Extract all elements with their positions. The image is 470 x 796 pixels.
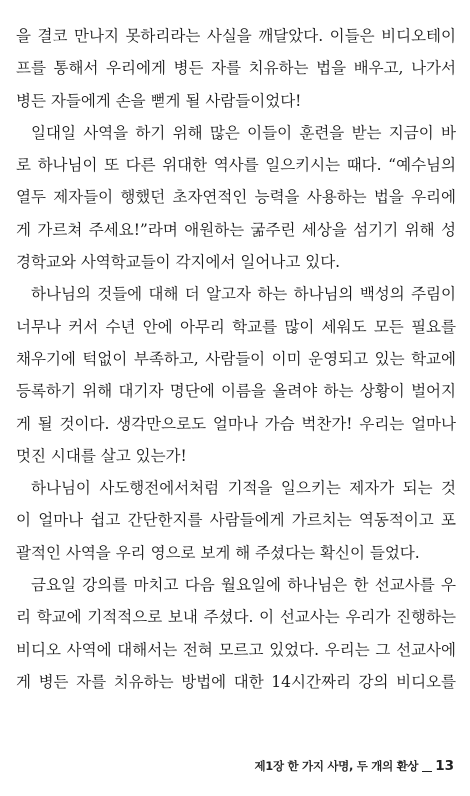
text-line: 채우기에 턱없이 부족하고, 사람들이 이미 운영되고 있는 학교에 bbox=[16, 349, 456, 368]
text-line: 로 하나님이 또 다른 위대한 역사를 일으키시는 때다. “예수님의 bbox=[16, 156, 456, 175]
text-line: 등록하기 위해 대기자 명단에 이름을 올려야 하는 상황이 벌어지 bbox=[16, 382, 456, 401]
text-line: 게 될 것이다. 생각만으로도 얼마나 가슴 벅찬가! 우리는 얼마나 bbox=[16, 414, 456, 433]
text-line: 일대일 사역을 하기 위해 많은 이들이 훈련을 받는 지금이 바 bbox=[31, 123, 456, 142]
text-line: 비디오 사역에 대해서는 전혀 모르고 있었다. 우리는 그 선교사에 bbox=[16, 640, 456, 659]
text-line: 리 학교에 기적적으로 보내 주셨다. 이 선교사는 우리가 진행하는 bbox=[16, 608, 456, 627]
page-footer bbox=[255, 755, 455, 774]
text-line: 너무나 커서 수년 안에 아무리 학교를 많이 세워도 모든 필요를 bbox=[16, 317, 456, 336]
text-line: 게 병든 자를 치유하는 방법에 대한 14시간짜리 강의 비디오를 bbox=[16, 672, 456, 691]
text-line: 프를 통해서 우리에게 병든 자를 치유하는 법을 배우고, 나가서 bbox=[16, 59, 456, 78]
text-line: 병든 자들에게 손을 뻗게 될 사람들이었다! bbox=[16, 91, 302, 110]
text-line: 경학교와 사역학교들이 각지에서 일어나고 있다. bbox=[16, 253, 341, 272]
text-line: 괄적인 사역을 우리 영으로 보게 해 주셨다는 확신이 들었다. bbox=[16, 543, 420, 562]
text-line: 을 결코 만나지 못하리라는 사실을 깨달았다. 이들은 비디오테이 bbox=[16, 27, 456, 45]
text-line: 하나님의 것들에 대해 더 알고자 하는 하나님의 백성의 주림이 bbox=[31, 285, 456, 304]
text-line: 멋진 시대를 살고 있는가! bbox=[16, 446, 187, 465]
text-line: 열두 제자들이 행했던 초자연적인 능력을 사용하는 법을 우리에 bbox=[16, 188, 456, 207]
text-line: 금요일 강의를 마치고 다음 월요일에 하나님은 한 선교사를 우 bbox=[31, 576, 456, 595]
text-line: 게 가르쳐 주세요!”라며 애원하는 굶주린 세상을 섬기기 위해 성 bbox=[16, 220, 456, 239]
footer-separator bbox=[422, 771, 432, 772]
page-number: 13 bbox=[435, 758, 454, 774]
text-line: 하나님이 사도행전에서처럼 기적을 일으키는 제자가 되는 것 bbox=[31, 479, 456, 498]
text-line: 이 얼마나 쉽고 간단한지를 사람들에게 가르치는 역동적이고 포 bbox=[16, 511, 456, 530]
running-footer-chapter: 제1장 한 가지 사명, 두 개의 환상 bbox=[254, 759, 419, 773]
body-text bbox=[16, 20, 456, 698]
